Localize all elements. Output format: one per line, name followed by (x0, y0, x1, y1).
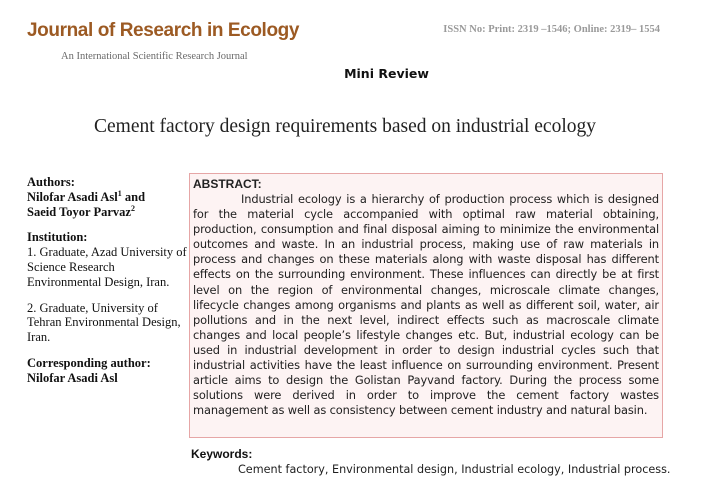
author-name-1: Nilofar Asadi Asl (27, 189, 118, 204)
author-name-2: Saeid Toyor Parvaz (27, 204, 131, 219)
abstract-box (189, 173, 663, 438)
author-conjunction: and (121, 189, 146, 204)
journal-subtitle: An International Scientific Research Journal (61, 51, 248, 62)
keywords-text: Cement factory, Environmental design, Industrial ecology, Industrial process. (238, 463, 671, 476)
journal-title: Journal of Research in Ecology (27, 20, 300, 41)
authors-heading: Authors: (27, 175, 75, 189)
author-affiliation-2: 2 (130, 203, 135, 213)
issn-line: ISSN No: Print: 2319 –1546; Online: 2319– 1554 (443, 24, 660, 35)
institution-item-2: 2. Graduate, University of Tehran Environmental Design, Iran. (27, 300, 181, 345)
article-type: Mini Review (344, 66, 429, 81)
institution-heading: Institution: (27, 230, 88, 245)
author-line-2 (27, 205, 189, 220)
author-affiliation-1: 1 (117, 188, 122, 198)
abstract-heading: ABSTRACT: (193, 177, 262, 191)
corresponding-heading: Corresponding author: (27, 355, 151, 370)
institution-item-1: 1. Graduate, Azad University of Science Research Environmental Design, Iran. (27, 245, 187, 289)
corresponding-name: Nilofar Asadi Asl (27, 370, 118, 385)
keywords-heading: Keywords: (191, 447, 253, 461)
article-info-sidebar (27, 175, 189, 386)
article-title: Cement factory design requirements based on industrial ecology (94, 116, 596, 137)
author-line-1 (27, 190, 189, 205)
abstract-text: Industrial ecology is a hierarchy of production process which is designed for the material cycle accompanied with optimal raw material obtaining, production, consumption and final disposal aiming to minimize the environmental outcomes and waste. In an industrial process, making use of raw materials in process and changes on these materials along with waste disposal has different effects on the surrounding environment. These influences can directly be at first level on the region of environmental changes, microscale climate changes, lifecycle changes among organisms and plants as well as different soil, water, air pollutions and in the next level, indirect effects such as macroscale climate changes and local people’s lifestyle changes etc. But, industrial ecology can be used in industrial development in order to design industrial cycles such that industrial activities have the least influence on surrounding environment. Present article aims to design the Golistan Payvand factory. During the process some solutions were derived in order to improve the cement factory wastes management as well as consistency between cement industry and natural basin. (193, 192, 659, 418)
